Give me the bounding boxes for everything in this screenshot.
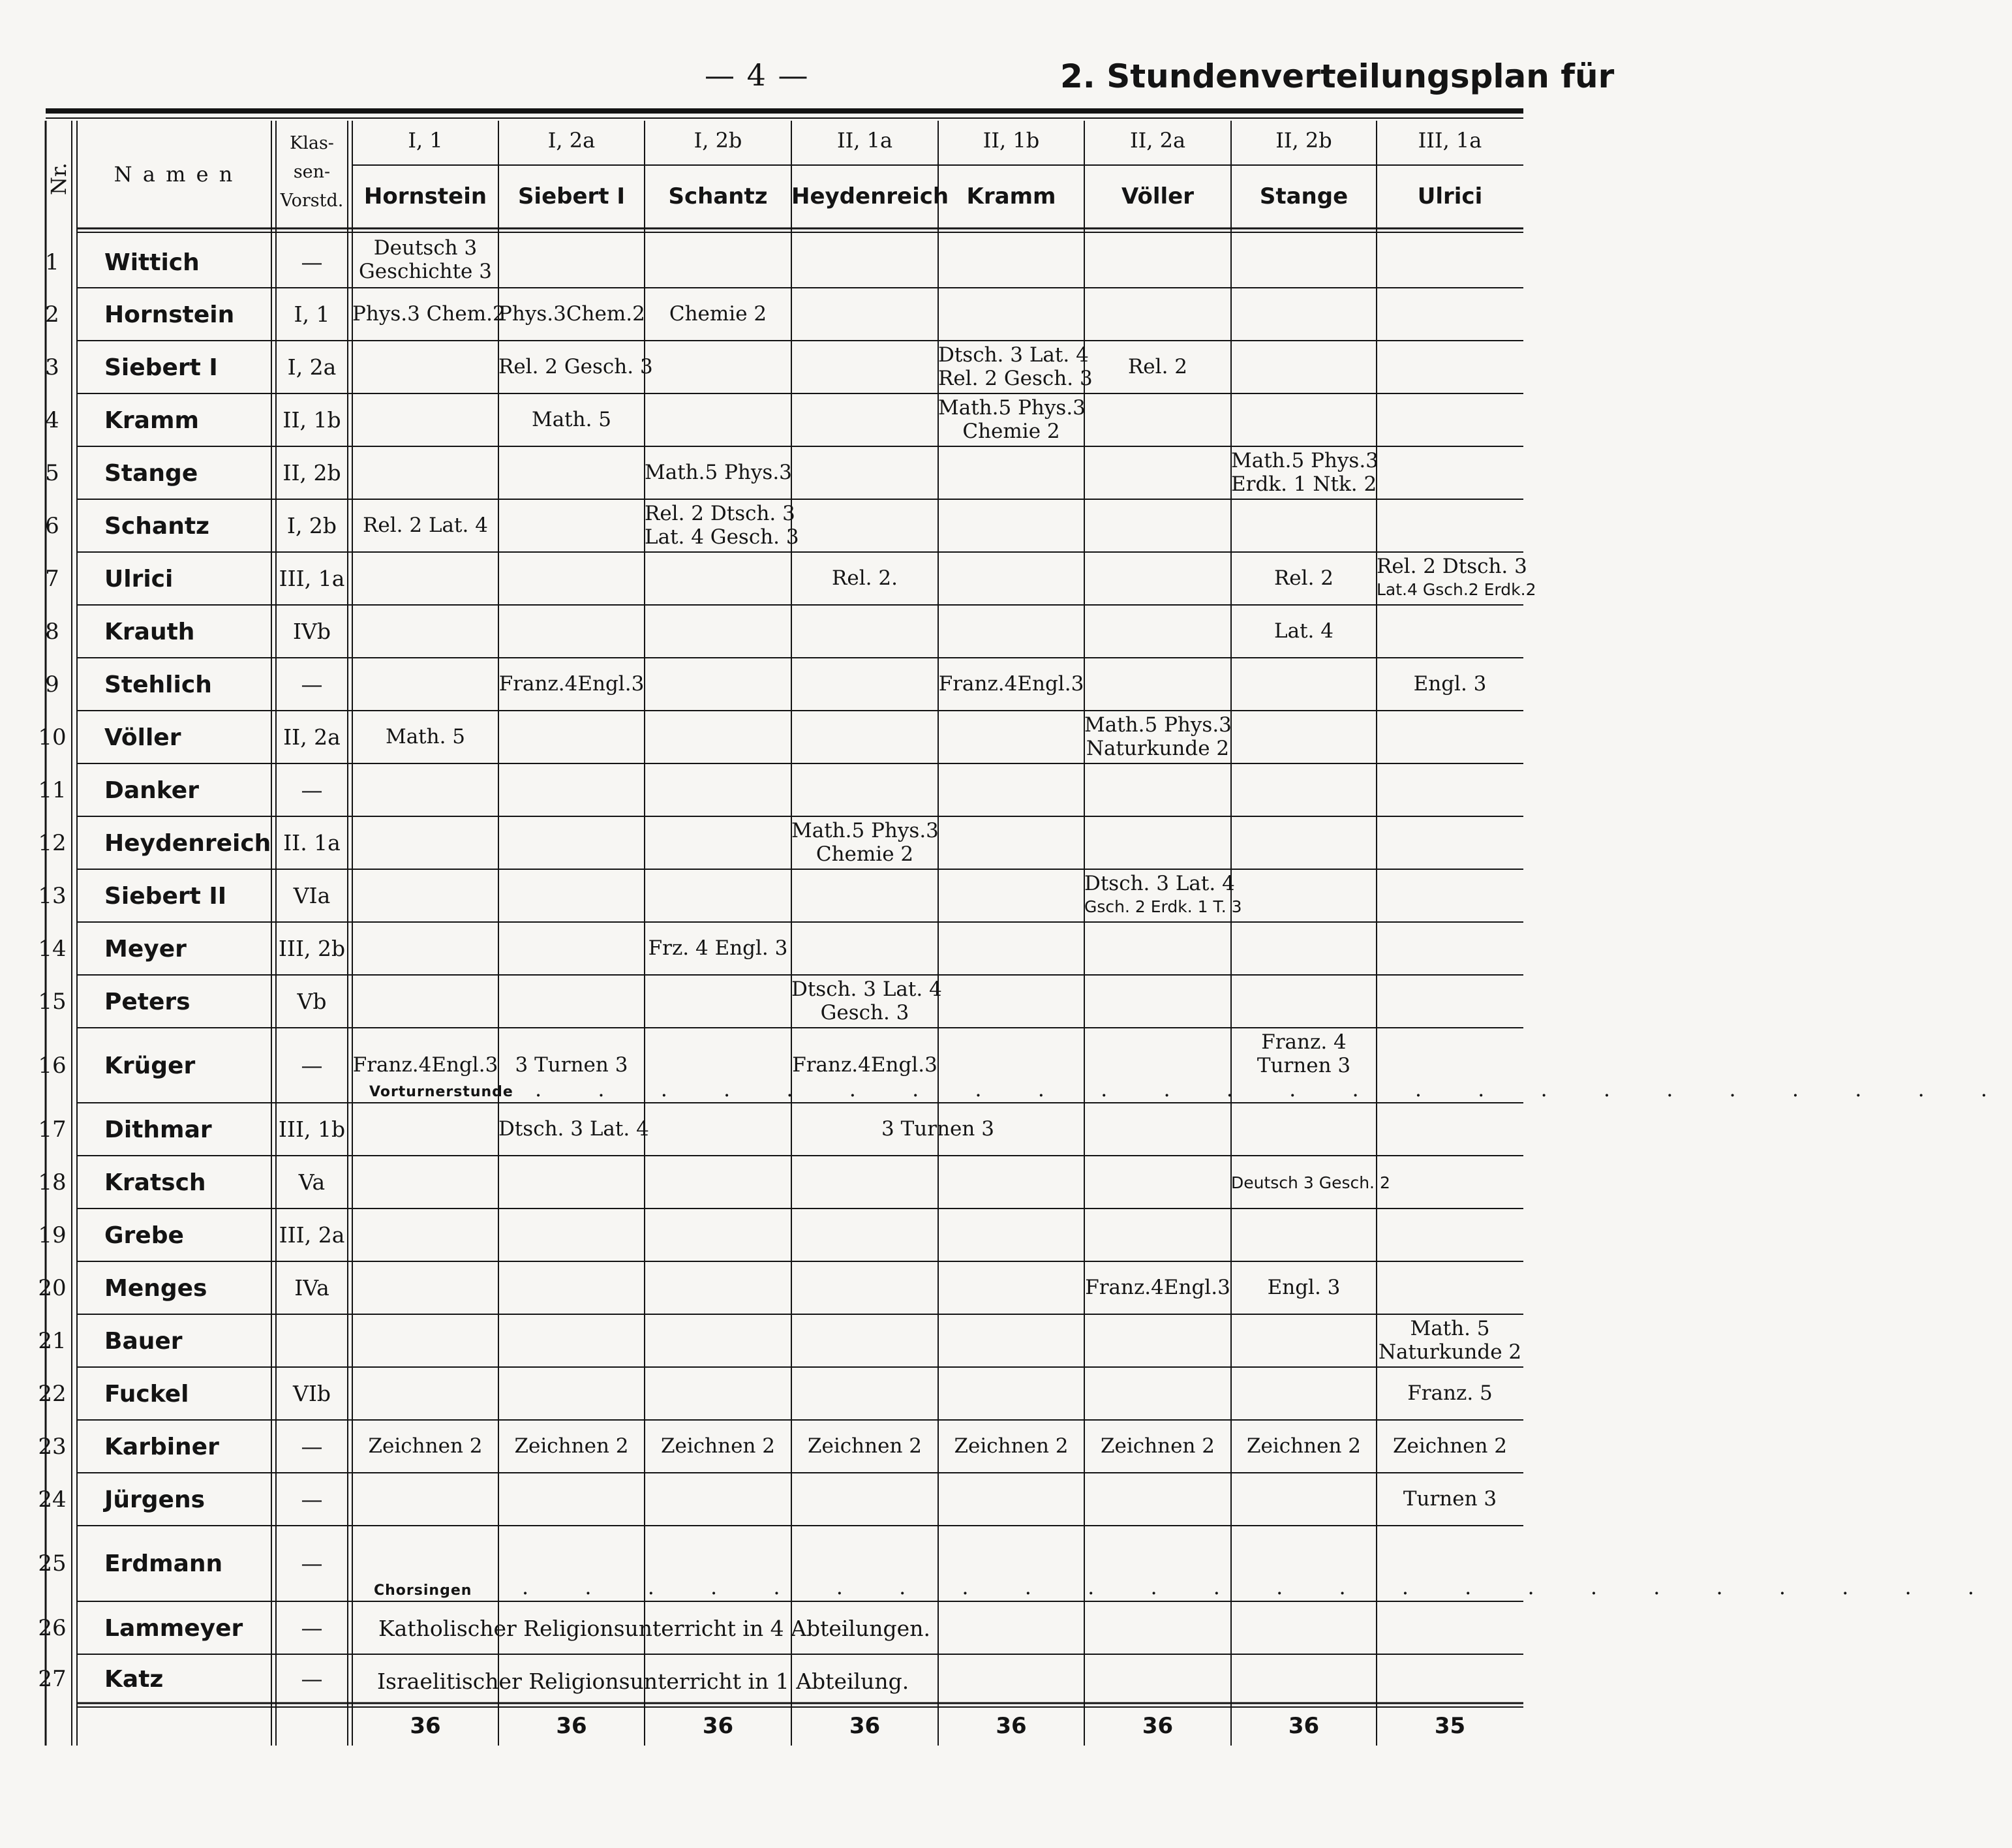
klassen-vorstand: IVa [294, 1274, 329, 1301]
column-total: 35 [1434, 1713, 1466, 1739]
header-class: I, 1 [408, 128, 443, 153]
header-class: I, 2a [547, 128, 596, 153]
klassen-vorstand: — [301, 777, 323, 803]
teacher-name: Kramm [104, 407, 199, 434]
cell: 3 Turnen 3 [515, 1053, 628, 1077]
row-number: 9 [45, 671, 59, 698]
cell: Engl. 3 [1267, 1276, 1341, 1299]
header-class: II, 1b [983, 128, 1040, 153]
cell: Rel. 2 Dtsch. 3 Lat. 4 Gesch. 3 [645, 502, 799, 549]
row-number: 15 [38, 988, 67, 1015]
row-number: 8 [45, 618, 59, 645]
teacher-name: Siebert II [104, 882, 227, 910]
cell: Phys.3 Chem.2 [352, 302, 506, 326]
teacher-name: Krauth [104, 618, 195, 645]
row-number: 22 [38, 1380, 67, 1407]
header-nr: Nr. [46, 162, 71, 195]
cell: Zeichnen 2 [954, 1434, 1069, 1458]
row-number: 1 [45, 249, 59, 275]
cell: Zeichnen 2 [1393, 1434, 1507, 1458]
row-number: 18 [38, 1169, 67, 1195]
row-number: 2 [45, 301, 59, 328]
row-number: 3 [45, 354, 59, 380]
cell: Rel. 2 Gesch. 3 [498, 355, 653, 378]
cell: Rel. 2 Dtsch. 3 Lat.4 Gsch.2 Erdk.2 [1377, 555, 1536, 599]
teacher-name: Kratsch [104, 1169, 206, 1196]
header-teacher: Völler [1121, 183, 1194, 209]
row-number: 14 [38, 935, 67, 962]
header-teacher: Kramm [966, 183, 1056, 209]
klassen-vorstand: — [301, 249, 323, 275]
klassen-vorstand: I, 2b [286, 512, 337, 538]
klassen-vorstand: III, 2b [278, 935, 346, 961]
cell: Dtsch. 3 Lat. 4 [498, 1117, 649, 1141]
cell: Math. 5 [531, 408, 612, 431]
teacher-name: Ulrici [104, 565, 174, 593]
klassen-vorstand: II, 1b [282, 407, 341, 433]
klassen-vorstand: II, 2b [282, 459, 341, 485]
row-number: 13 [38, 882, 67, 909]
cell: Franz.4Engl.3 [792, 1053, 937, 1077]
dotted-leader: . . . . . . . . . . . . . . . . . . . . . . . . [522, 1575, 2000, 1599]
header-klas-line1: Klas- [290, 133, 334, 153]
klassen-vorstand: III, 1a [279, 565, 345, 591]
klassen-vorstand: I, 1 [294, 301, 330, 327]
klassen-vorstand: — [301, 1486, 323, 1512]
cell: Dtsch. 3 Lat. 4 Rel. 2 Gesch. 3 [938, 343, 1093, 390]
klassen-vorstand: — [301, 1614, 323, 1640]
israelitischer-religionsunterricht: Israelitischer Religionsunterricht in 1 Abteilung. [377, 1669, 909, 1694]
cell: Math.5 Phys.3 Chemie 2 [938, 396, 1086, 443]
teacher-name: Jürgens [104, 1486, 206, 1513]
column-total: 36 [996, 1713, 1027, 1739]
column-total: 36 [849, 1713, 881, 1739]
cell: Franz.4Engl.3 [498, 672, 645, 696]
row-number: 20 [38, 1274, 67, 1301]
cell: Zeichnen 2 [661, 1434, 775, 1458]
page-number: — 4 — [705, 57, 810, 93]
header-teacher: Stange [1259, 183, 1349, 209]
teacher-name: Bauer [104, 1327, 183, 1355]
teacher-name: Schantz [104, 512, 209, 540]
cell: Math.5 Phys.3 Chemie 2 [791, 819, 939, 866]
cell: 3 Turnen 3 [881, 1117, 994, 1141]
row-number: 11 [38, 777, 67, 803]
cell: Rel. 2. [832, 566, 898, 590]
cell: Math.5 Phys.3 Naturkunde 2 [1084, 713, 1232, 760]
cell: Deutsch 3 Gesch. 2 [1231, 1173, 1390, 1192]
row-number: 21 [38, 1327, 67, 1354]
teacher-name: Meyer [104, 935, 187, 962]
klassen-vorstand: — [301, 1052, 323, 1078]
column-total: 36 [410, 1713, 441, 1739]
row-number: 4 [45, 407, 59, 433]
klassen-vorstand: VIb [293, 1380, 331, 1406]
klassen-vorstand: II. 1a [283, 829, 341, 855]
row-number: 6 [45, 512, 59, 539]
vorturnerstunde-label: Vorturnerstunde [369, 1084, 513, 1100]
cell: Phys.3Chem.2 [498, 302, 645, 326]
row-number: 23 [38, 1433, 67, 1460]
cell: Franz. 4 Turnen 3 [1257, 1030, 1351, 1077]
teacher-name: Erdmann [104, 1550, 223, 1577]
cell: Chemie 2 [669, 302, 767, 326]
header-class: II, 1a [836, 128, 893, 153]
header-class: III, 1a [1418, 128, 1482, 153]
teacher-name: Karbiner [104, 1433, 219, 1460]
teacher-name: Stange [104, 459, 198, 487]
klassen-vorstand: — [301, 1665, 323, 1691]
klassen-vorstand: II, 2a [283, 724, 341, 750]
teacher-name: Völler [104, 724, 181, 751]
klassen-vorstand: VIa [293, 882, 331, 908]
teacher-name: Dithmar [104, 1116, 212, 1143]
column-total: 36 [556, 1713, 587, 1739]
teacher-name: Katz [104, 1665, 164, 1693]
cell: Zeichnen 2 [1247, 1434, 1361, 1458]
teacher-name: Krüger [104, 1052, 196, 1079]
cell: Rel. 2 [1127, 355, 1188, 378]
klassen-vorstand: I, 2a [287, 354, 337, 380]
teacher-name: Peters [104, 988, 191, 1015]
cell: Math.5 Phys.3 [645, 461, 792, 484]
row-number: 17 [38, 1116, 67, 1143]
header-namen: N a m e n [114, 162, 235, 187]
cell: Math. 5 [385, 725, 466, 748]
klassen-vorstand: III, 2a [279, 1222, 345, 1248]
header-teacher: Ulrici [1417, 183, 1483, 209]
column-total: 36 [1288, 1713, 1320, 1739]
row-number: 26 [38, 1614, 67, 1641]
klassen-vorstand: Va [298, 1169, 326, 1195]
cell: Deutsch 3 Geschichte 3 [359, 236, 492, 283]
cell: Zeichnen 2 [514, 1434, 629, 1458]
teacher-name: Grebe [104, 1222, 184, 1249]
klassen-vorstand: — [301, 671, 323, 697]
row-number: 10 [38, 724, 67, 750]
klassen-vorstand: IVb [293, 618, 331, 644]
cell: Math. 5 Naturkunde 2 [1378, 1317, 1522, 1364]
cell: Lat. 4 [1274, 619, 1334, 643]
teacher-name: Stehlich [104, 671, 212, 698]
header-teacher: Heydenreich [791, 183, 949, 209]
cell: Frz. 4 Engl. 3 [648, 936, 788, 960]
dotted-leader: . . . . . . . . . . . . . . . . . . . . . . . . [535, 1077, 2012, 1101]
klassen-vorstand: — [301, 1550, 323, 1576]
header-klassen-vorstand [276, 129, 348, 215]
row-number: 25 [38, 1550, 67, 1577]
cell: Engl. 3 [1413, 672, 1487, 696]
column-total: 36 [1142, 1713, 1174, 1739]
header-klas-line2: sen- [293, 162, 331, 182]
header-teacher: Schantz [668, 183, 768, 209]
teacher-name: Heydenreich [104, 829, 271, 857]
cell: Zeichnen 2 [1101, 1434, 1215, 1458]
cell: Rel. 2 [1273, 566, 1334, 590]
cell: Math.5 Phys.3 Erdk. 1 Ntk. 2 [1231, 449, 1379, 496]
cell: Dtsch. 3 Lat. 4 Gsch. 2 Erdk. 1 T. 3 [1084, 872, 1242, 916]
row-number: 7 [45, 565, 59, 592]
header-class: II, 2a [1129, 128, 1186, 153]
klassen-vorstand: III, 1b [278, 1116, 346, 1142]
teacher-name: Lammeyer [104, 1614, 243, 1642]
cell: Franz.4Engl.3 [938, 672, 1084, 696]
column-total: 36 [702, 1713, 734, 1739]
page-heading: 2. Stundenverteilungsplan für [1060, 57, 1615, 95]
cell: Turnen 3 [1403, 1487, 1497, 1511]
klassen-vorstand: Vb [297, 988, 327, 1014]
teacher-name: Hornstein [104, 301, 235, 328]
header-class: I, 2b [694, 128, 742, 153]
header-teacher: Siebert I [517, 183, 626, 209]
teacher-name: Fuckel [104, 1380, 189, 1408]
row-number: 24 [38, 1486, 67, 1513]
cell: Franz.4Engl.3 [352, 1053, 498, 1077]
row-number: 16 [38, 1052, 67, 1079]
header-class: II, 2b [1275, 128, 1332, 153]
row-number: 19 [38, 1222, 67, 1248]
row-number: 27 [38, 1665, 67, 1692]
chorsingen-label: Chorsingen [374, 1582, 472, 1599]
teacher-name: Danker [104, 777, 199, 804]
cell: Zeichnen 2 [368, 1434, 483, 1458]
klassen-vorstand: — [301, 1433, 323, 1459]
cell: Franz.4Engl.3 [1085, 1276, 1230, 1299]
cell: Rel. 2 Lat. 4 [363, 514, 488, 537]
header-klas-line3: Vorstd. [280, 191, 344, 211]
row-number: 5 [45, 459, 59, 486]
cell: Franz. 5 [1407, 1381, 1493, 1405]
teacher-name: Menges [104, 1274, 207, 1302]
header-teacher: Hornstein [363, 183, 487, 209]
teacher-name: Wittich [104, 249, 200, 276]
cell: Dtsch. 3 Lat. 4 Gesch. 3 [791, 978, 942, 1024]
katholischer-religionsunterricht: Katholischer Religionsunterricht in 4 Abteilungen. [378, 1616, 930, 1641]
teacher-name: Siebert I [104, 354, 218, 381]
row-number: 12 [38, 829, 67, 856]
cell: Zeichnen 2 [808, 1434, 922, 1458]
